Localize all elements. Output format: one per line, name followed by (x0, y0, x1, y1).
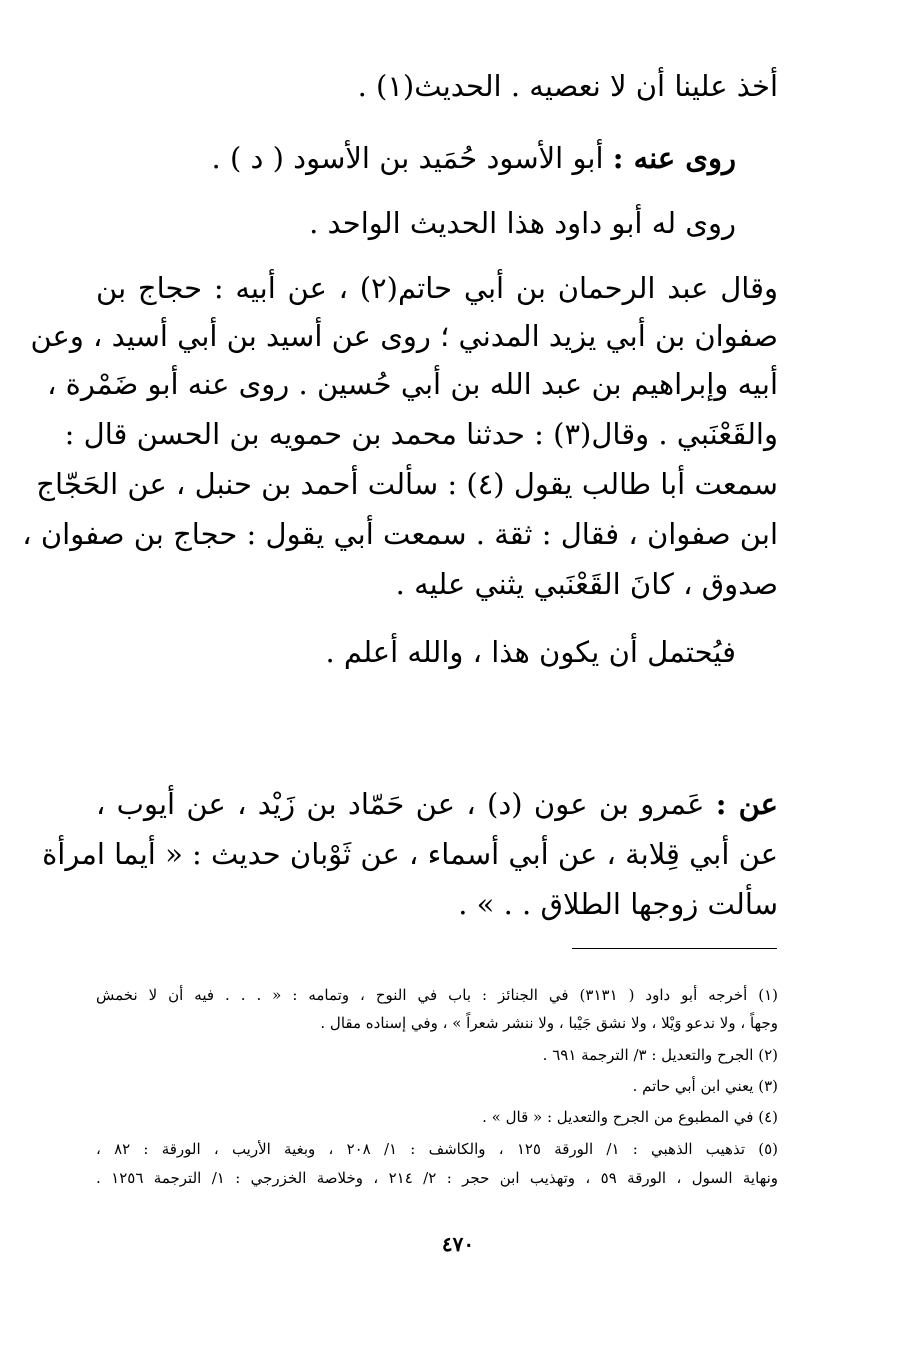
page-number: ٤٧٠ (441, 1232, 475, 1256)
footnote-3: (٣) يعني ابن أبي حاتم . (632, 1077, 778, 1095)
text-line: سمعت أبا طالب يقول (٤) : سألت أحمد بن حنبل ، عن الحَجّاج (36, 467, 778, 501)
text-line: صدوق ، كانَ القَعْنَبي يثني عليه . (395, 567, 778, 601)
from-text: عَمرو بن عون (د) ، عن حَمّاد بن زَيْد ، عن أيوب ، (96, 787, 716, 821)
footnote-2: (٢) الجرح والتعديل : ٣/ الترجمة ٦٩١ . (542, 1046, 778, 1064)
text-line: وقال عبد الرحمان بن أبي حاتم(٢) ، عن أبيه : حجاج بن (96, 271, 778, 305)
text-line: صفوان بن أبي يزيد المدني ؛ روى عن أسيد بن أبي أسيد ، وعن (30, 319, 778, 353)
footnote-5: (٥) تذهيب الذهبي : ١/ الورقة ١٢٥ ، والكاشف : ١/ ٢٠٨ ، وبغية الأريب ، الورقة : ٨٢ ، (96, 1140, 778, 1158)
narrated-by-line (212, 138, 736, 178)
text-line: أبيه وإبراهيم بن عبد الله بن أبي حُسين . روى عنه أبو ضَمْرة ، (47, 367, 778, 401)
text-line: سألت زوجها الطلاق . . » . (458, 887, 778, 921)
footnote-5-cont: ونهاية السول ، الورقة ٥٩ ، وتهذيب ابن حجر : ٢/ ٢١٤ ، وخلاصة الخزرجي : ١/ الترجمة ١٢٥٦ . (96, 1169, 778, 1187)
text-line: والقَعْنَبي . وقال(٣) : حدثنا محمد بن حمويه بن الحسن قال : (64, 417, 778, 451)
text-line: عن أبي قِلابة ، عن أبي أسماء ، عن ثَوْبان حديث : « أيما امرأة (42, 837, 778, 871)
from-label: عن : (715, 787, 778, 821)
narrated-by-label: روى عنه : (612, 141, 736, 175)
footnote-separator (572, 948, 777, 949)
text-line: ابن صفوان ، فقال : ثقة . سمعت أبي يقول : حجاج بن صفوان ، (22, 517, 778, 551)
text-line: روى له أبو داود هذا الحديث الواحد . (309, 206, 736, 240)
from-line (96, 784, 778, 824)
text-line: فيُحتمل أن يكون هذا ، والله أعلم . (325, 635, 736, 669)
footnote-1: (١) أخرجه أبو داود ( ٣١٣١) في الجنائز : باب في النوح ، وتمامه : « . . . فيه أن لا نخمش (96, 986, 778, 1004)
narrated-by-text: أبو الأسود حُمَيد بن الأسود ( د ) . (211, 141, 613, 175)
footnote-4: (٤) في المطبوع من الجرح والتعديل : « قال » . (482, 1108, 778, 1126)
text-line: أخذ علينا أن لا نعصيه . الحديث(١) . (357, 69, 778, 103)
footnote-1-cont: وجهاً ، ولا ندعو وَيْلا ، ولا نشق جَيْبا ، ولا ننشر شعراً » ، وفي إسناده مقال . (320, 1014, 778, 1032)
